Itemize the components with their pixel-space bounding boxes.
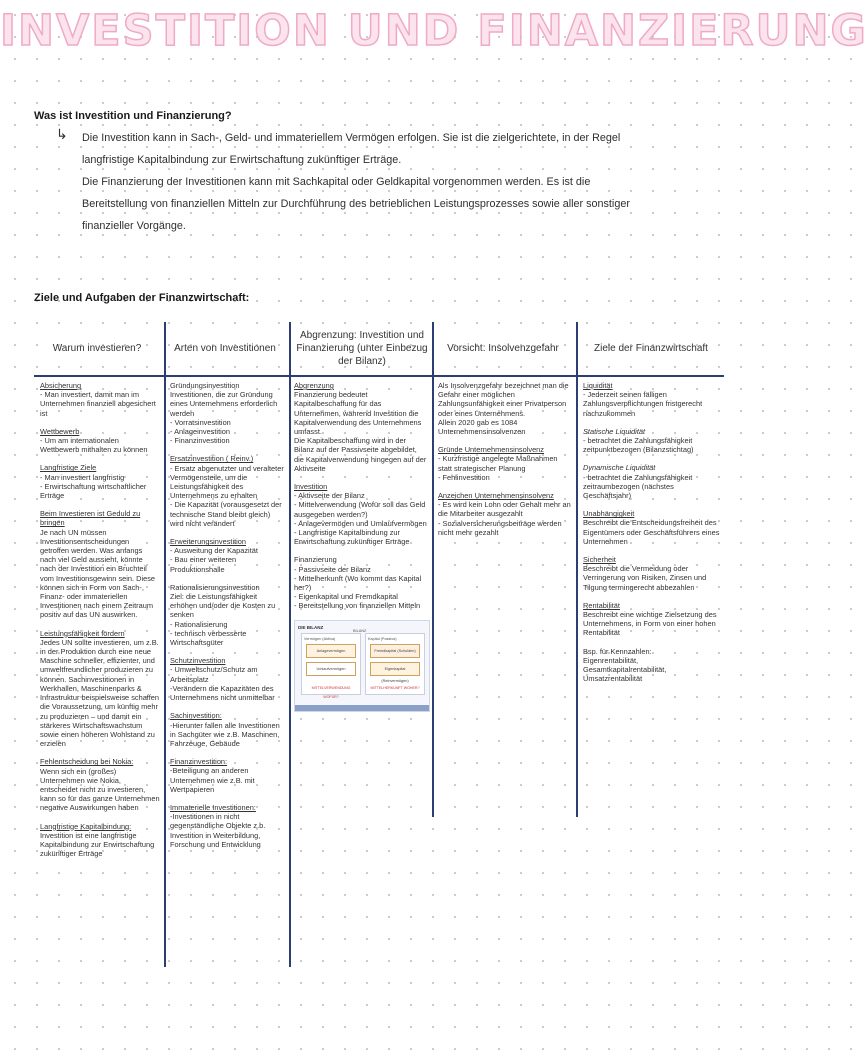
column-header-ziele: Ziele der Finanzwirtschaft xyxy=(594,342,708,354)
section-text: - Ersatz abgenutzter und veralteter Vermögensteile, um die Leistungsfähigkeit des Unternehmens zu erhalten - Die Kapazität (vorausgesetzt der technische Stand bleibt gleich) wird nicht verändert xyxy=(170,463,284,528)
bilanz-figure xyxy=(294,620,430,712)
section-title: Beim Investieren ist Geduld zu bringen xyxy=(40,509,141,528)
section-block xyxy=(170,537,284,574)
liability-box: Fremdkapital (Schulden) xyxy=(370,644,420,658)
section-title: Finanzinvestition: xyxy=(170,757,228,767)
intro-line: finanzieller Vorgänge. xyxy=(82,220,186,232)
section-heading: Ziele und Aufgaben der Finanzwirtschaft: xyxy=(34,292,250,304)
section-block xyxy=(583,555,723,592)
section-text: - Jederzeit seinen fälligen Zahlungsverpflichtungen fristgerecht nachzukommen xyxy=(583,390,703,418)
column-abgrenzung xyxy=(294,381,428,712)
section-block xyxy=(294,482,428,546)
section-text: Als Insolvenzgefahr bezeichnet man die Gefahr einer möglichen Zahlungsunfähigkeit einer Privatperson oder eines Unternehmens. Allein 2020 gab es 1084 Unternehmensinsolvenzen xyxy=(438,381,569,437)
section-block xyxy=(294,381,428,473)
section-block xyxy=(40,629,160,749)
section-block xyxy=(438,491,572,537)
section-block xyxy=(438,445,572,482)
section-title: Gründe Unternehmensinsolvenz xyxy=(438,445,544,455)
passiva-label: Kapital (Passiva) xyxy=(368,636,397,641)
section-text: - Man investiert langfristig - Erwirtschaftung wirtschaftlicher Erträge xyxy=(40,472,147,501)
section-title: Absicherung xyxy=(40,381,82,390)
section-block xyxy=(583,509,723,546)
section-block xyxy=(583,463,723,500)
section-text: -Hierunter fallen alle Investitionen in Sachgüter wie z.B. Maschinen, Fahrzeuge, Gebäude xyxy=(170,720,280,748)
section-block xyxy=(170,757,284,794)
section-block xyxy=(438,381,572,436)
section-text: - Aktivseite der Bilanz - Mittelverwendung (Wofür soll das Geld ausgegeben werden?) - Anlagevermögen und Umlaufvermögen - Langfristige Kapitalbindung zur Erwirtschaftung zukünftiger Erträge xyxy=(294,491,427,547)
section-text: - Ausweitung der Kapazität - Bau einer weiteren Produktionshalle xyxy=(170,546,258,574)
section-text: Beschreibt die Vermeidung oder Verringerung von Risiken, Zinsen und Tilgung termingerecht abbezahlen xyxy=(583,564,707,592)
intro-line: Die Finanzierung der Investitionen kann mit Sachkapital oder Geldkapital vorgenommen werden. Es ist die xyxy=(82,176,591,188)
column-arten xyxy=(170,381,284,858)
section-title: Liquidität xyxy=(583,381,613,390)
bilanz-mid-label: BILANZ xyxy=(353,628,367,633)
column-header-abgrenzung: Abgrenzung: Investition und Finanzierung (unter Einbezug der Bilanz) xyxy=(296,329,428,367)
section-text: Investition ist eine langfristige Kapitalbindung zur Erwirtschaftung zukünftiger Erträge xyxy=(40,830,155,859)
section-title: Langfristige Kapitalbindung: xyxy=(40,821,132,831)
section-block xyxy=(170,583,284,647)
intro-line: langfristige Kapitalbindung zur Erwirtschaftung zukünftiger Erträge. xyxy=(82,154,402,166)
header-rule xyxy=(34,375,724,377)
section-title: Leistungsfähigkeit fördern xyxy=(40,628,125,638)
section-title: Wettbewerb xyxy=(40,426,80,436)
asset-box: Anlagevermögen xyxy=(306,644,356,658)
section-text: - Es wird kein Lohn oder Gehalt mehr an die Mitarbeiter ausgezahlt - Sozialversicherungsbeiträge werden nicht mehr gezahlt xyxy=(438,500,571,537)
section-text: - Man investiert, damit man im Unternehmen finanziell abgesichert ist xyxy=(40,390,156,418)
column-divider xyxy=(432,322,434,817)
section-block xyxy=(40,757,160,812)
column-insolvenz xyxy=(438,381,572,546)
section-block xyxy=(170,454,284,528)
column-header-arten: Arten von Investitionen xyxy=(174,342,276,354)
section-block xyxy=(170,381,284,445)
section-block xyxy=(40,822,160,859)
section-title: Rentabilität xyxy=(583,600,620,610)
column-warum xyxy=(40,381,160,867)
section-block xyxy=(40,463,160,500)
section-text: -Beteiligung an anderen Unternehmen wie z.B. mit Wertpapieren xyxy=(170,766,255,794)
intro-text xyxy=(82,127,702,237)
column-header-insolvenz: Vorsicht: Insolvenzgefahr xyxy=(447,342,559,354)
section-block xyxy=(583,381,723,418)
section-text: Beschreibt die Entscheidungsfreiheit des Eigentümers oder Geschäftsführers eines Unternehmen xyxy=(583,518,720,546)
asset-box: Umlaufvermögen xyxy=(306,662,356,676)
intro-line: Bereitstellung von finanziellen Mitteln zur Durchführung des betrieblichen Leistungsprozesses sowie aller sonstiger xyxy=(82,198,630,210)
section-block xyxy=(40,427,160,455)
column-divider xyxy=(576,322,578,817)
figure-footer-bar xyxy=(295,705,429,711)
section-title: Statische Liquidität xyxy=(583,426,646,436)
aktiva-pane xyxy=(301,633,361,699)
section-title: Investition xyxy=(294,482,328,492)
page-title: INVESTITION UND FINANZIERUNG xyxy=(0,6,868,56)
section-text: Finanzierung - Passivseite der Bilanz - Mittelherkunft (Wo kommt das Kapital her?) - Eigenkapital und Fremdkapital - Bereitstellung von finanziellen Mitteln xyxy=(294,555,422,611)
section-text: - betrachtet die Zahlungsfähigkeit zeitpunktbezogen (Bilanzstichtag) xyxy=(583,436,694,455)
section-text: Beschreibt eine wichtige Zielsetzung des Unternehmens, in Form von einer hohen Rentabilität xyxy=(583,610,717,638)
section-text: - betrachtet die Zahlungsfähigkeit zeitraumbezogen (nächstes Geschäftsjahr) xyxy=(583,472,693,501)
column-ziele xyxy=(583,381,723,692)
intro-line: Die Investition kann in Sach-, Geld- und immateriellem Vermögen erfolgen. Sie ist die zielgerichtete, in der Regel xyxy=(82,132,621,144)
section-block xyxy=(40,381,160,418)
footer-label: MITTELHERKUNFT WOHER? xyxy=(370,685,420,690)
section-title: Anzeichen Unternehmensinsolvenz xyxy=(438,491,554,501)
column-divider xyxy=(164,322,166,967)
section-text: Gründungsinvestition Investitionen, die zur Gründung eines Unternehmens erforderlich werden - Vorratsinvestition - Anlageinvestition - Finanzinvestition xyxy=(170,381,278,446)
section-title: Langfristige Ziele xyxy=(40,463,97,473)
section-title: Sachinvestition: xyxy=(170,711,222,721)
section-title: Dynamische Liquidität xyxy=(583,463,656,473)
section-block xyxy=(170,656,284,702)
section-text: Je nach UN müssen Investitionsentscheidungen getroffen werden. Was anfangs nach viel Geld aussieht, könnte nach der Investition ein Bruchteil vom Investitionsgewinn sein. Diese können sich in Form von Sach-, Finanz- oder immateriellen Investitionen nach einem Zeitraum positiv auf das UN auswirken. xyxy=(40,527,156,620)
section-title: Ersatzinvestition ( Reinv.) xyxy=(170,454,254,464)
section-title: Schutzinvestition xyxy=(170,656,226,666)
section-text: - Um am internationalen Wettbewerb mithalten zu können xyxy=(40,436,148,455)
section-block xyxy=(294,555,428,610)
section-title: Immaterielle Investitionen: xyxy=(170,802,256,812)
section-text: Wenn sich ein (großes) Unternehmen wie Nokia, entscheidet nicht zu investieren, kann so für das ganze Unternehmen negative Auswirkungen haben xyxy=(40,766,160,813)
passiva-pane xyxy=(365,633,425,695)
section-block xyxy=(583,647,723,684)
figure-caption: DIE BILANZ xyxy=(298,624,324,630)
section-block xyxy=(40,509,160,619)
column-divider xyxy=(289,322,291,967)
section-text: Finanzierung bedeutet Kapitalbeschaffung für das Unternehmen, während Investition die Kapitalverwendung des Unternehmens umfasst. Die Kapitalbeschaffung wird in der Bilanz auf der Passivseite abgebildet, die Kapitalverwendung hingegen auf der Aktivseite xyxy=(294,390,427,473)
section-text: - Umweltschutz/Schutz am Arbeitsplatz -Verändern die Kapazitäten des Unternehmens nicht unmittelbar xyxy=(170,665,275,703)
section-text: -Investitionen in nicht gegenständliche Objekte z.b. Investition in Weiterbildung, Forschung und Entwicklung xyxy=(170,812,266,849)
section-text: Jedes UN sollte investieren, um z.B. in der Produktion durch eine neue Maschine schneller, effizienter, und umweltfreundlicher produzieren zu können. Sachinvestitionen in Werkhallen, Maschinenparks & Infrastruktur beispielsweise schaffen die Voraussetzung, um künftig mehr zu produzieren – und damit ein stärkeres Wirtschaftswachstum sowie einen höheren Wohlstand zu erzielen xyxy=(40,637,159,749)
section-title: Abgrenzung xyxy=(294,381,334,390)
section-text: Bsp. für Kennzahlen: Eigenrentabilität, Gesamtkapitalrentabilität, Umsatzrentabilität xyxy=(583,646,667,684)
section-block xyxy=(583,427,723,455)
section-title: Erweiterungsinvestition xyxy=(170,537,246,547)
section-title: Unabhängigkeit xyxy=(583,509,635,519)
section-block xyxy=(583,601,723,638)
section-text: Rationalisierungsinvestition Ziel: die Leistungsfähigkeit erhöhen und/oder die Kosten zu senken - Rationalisierung - technisch verbesserte Wirtschaftsgüter xyxy=(170,582,276,648)
section-title: Sicherheit xyxy=(583,555,616,565)
aktiva-label: Vermögen (Aktiva) xyxy=(304,636,336,641)
arrow-icon: ↳ xyxy=(56,126,68,142)
column-header-warum: Warum investieren? xyxy=(52,342,142,354)
question-heading: Was ist Investition und Finanzierung? xyxy=(34,110,232,122)
section-block xyxy=(170,803,284,849)
section-block xyxy=(170,711,284,748)
footer-label: MITTELVERWENDUNG WOFÜR? xyxy=(311,685,351,699)
section-title: Fehlentscheidung bei Nokia: xyxy=(40,757,134,767)
section-text: - Kurzfristige angelegte Maßnahmen statt strategischer Planung - Fehlinvestition xyxy=(438,454,558,482)
equity-box: Eigenkapital (Reinvermögen) xyxy=(370,662,420,676)
